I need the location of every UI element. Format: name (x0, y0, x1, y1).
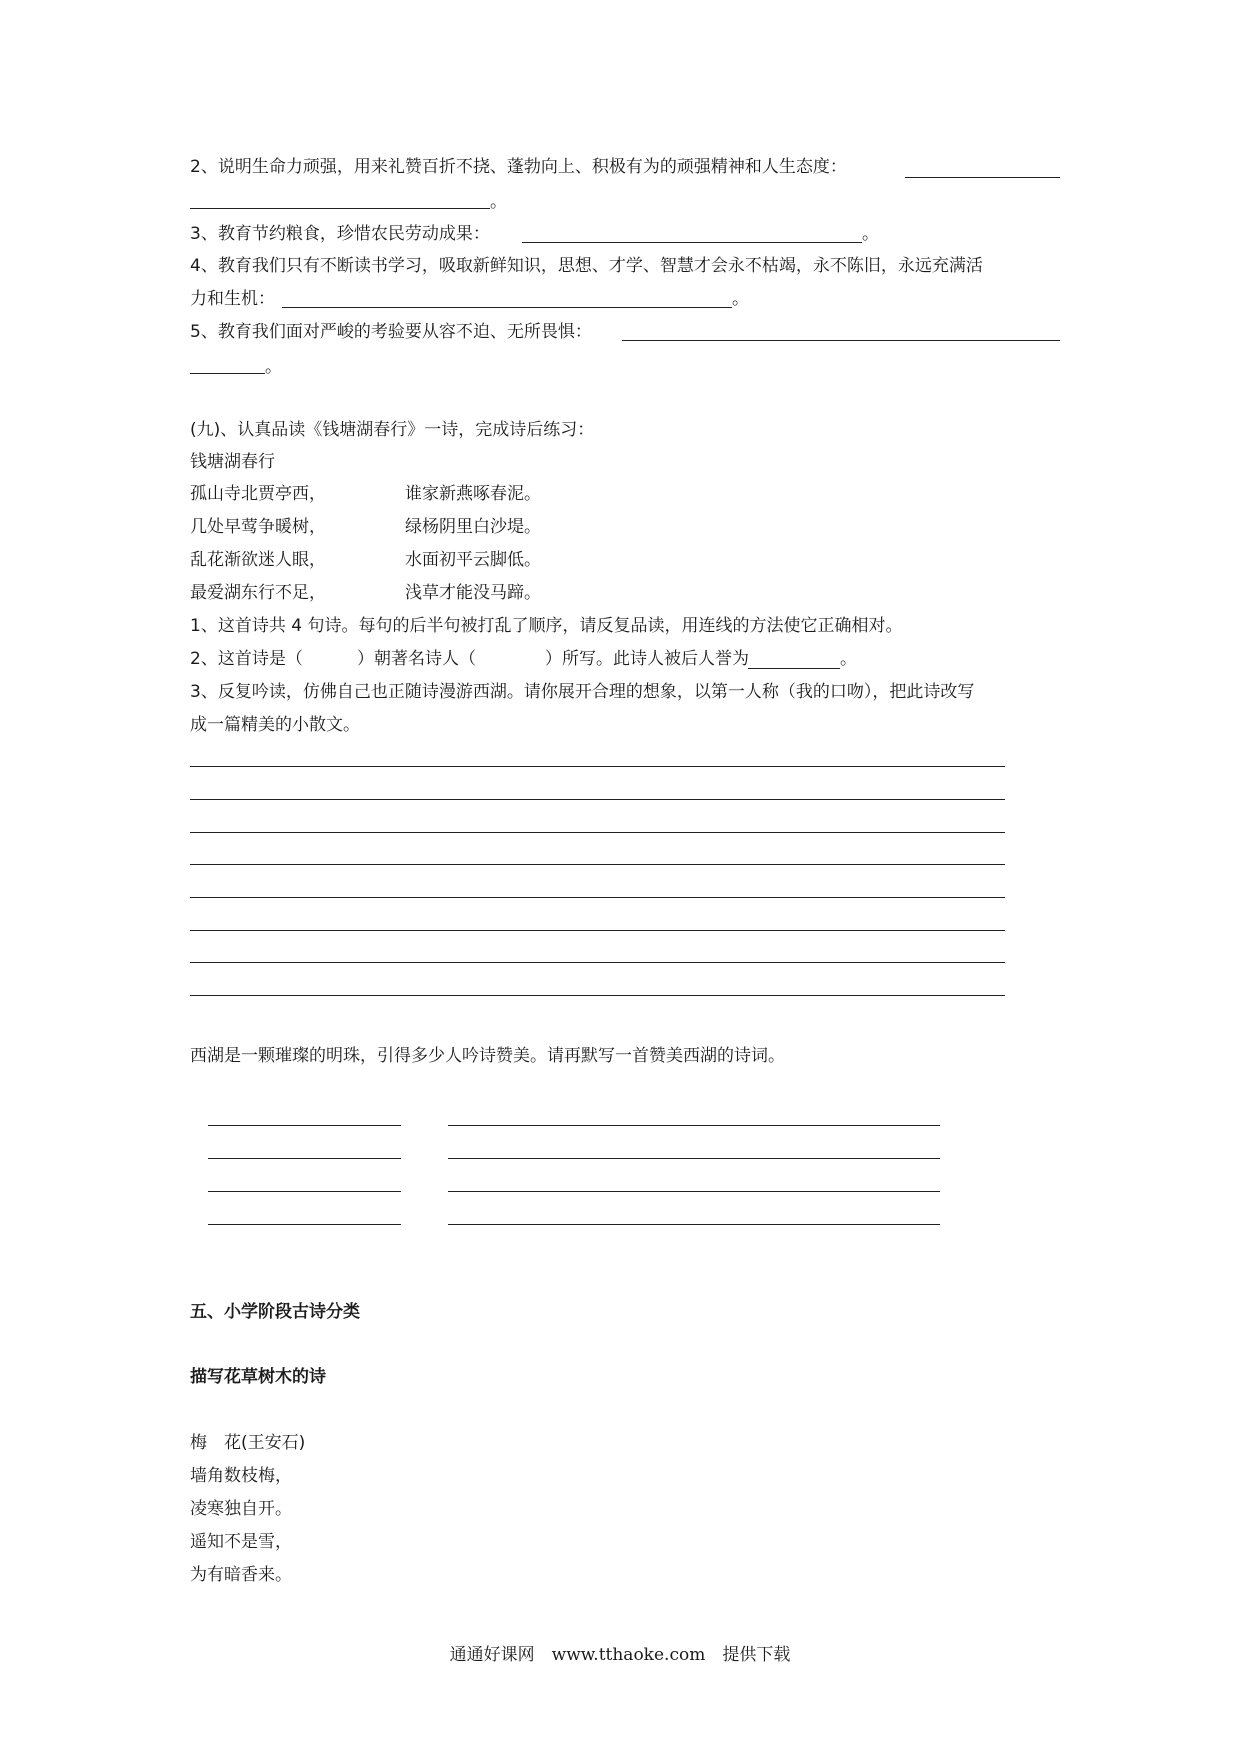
q8-5-text: 5、教育我们面对严峻的考验要从容不迫、无所畏惧： (190, 322, 592, 342)
q8-4-end: 。 (732, 289, 749, 309)
writing-line[interactable] (190, 864, 1005, 865)
poem-body-line[interactable] (448, 1224, 940, 1225)
plum-poem-line: 墙角数枝梅， (190, 1466, 292, 1486)
section5-subheading: 描写花草树木的诗 (190, 1367, 326, 1387)
poem-title-line[interactable] (208, 1158, 401, 1159)
q9-2-part-b: ）朝著名诗人（ (357, 649, 476, 669)
section5-heading: 五、小学阶段古诗分类 (190, 1302, 360, 1322)
page-footer: 通通好课网 www.tthaoke.com 提供下载 (449, 1645, 791, 1665)
q8-5-blank-2[interactable] (190, 373, 265, 374)
poem-row-left: 孤山寺北贾亭西， (190, 484, 326, 504)
writing-line[interactable] (190, 962, 1005, 963)
q9-2-part-c: ）所写。此诗人被后人誉为 (545, 649, 749, 669)
q9-2-part-a: 2、这首诗是（ (190, 649, 303, 669)
writing-line[interactable] (190, 930, 1005, 931)
writing-line[interactable] (190, 799, 1005, 800)
q8-3-end: 。 (862, 224, 879, 244)
q9-3-line2: 成一篇精美的小散文。 (190, 715, 360, 735)
q8-4-blank[interactable] (282, 307, 732, 308)
q8-3-text: 3、教育节约粮食，珍惜农民劳动成果： (190, 224, 490, 244)
plum-poem-title: 梅 花(王安石) (190, 1433, 306, 1453)
poem-row-left: 最爱湖东行不足， (190, 583, 326, 603)
westlake-prompt: 西湖是一颗璀璨的明珠，引得多少人吟诗赞美。请再默写一首赞美西湖的诗词。 (190, 1046, 785, 1066)
q8-2-text: 2、说明生命力顽强，用来礼赞百折不挠、蓬勃向上、积极有为的顽强精神和人生态度： (190, 157, 847, 177)
q8-3-blank[interactable] (522, 242, 862, 243)
poem-title-line[interactable] (208, 1224, 401, 1225)
poem-row-right: 谁家新燕啄春泥。 (405, 484, 541, 504)
poem-body-line[interactable] (448, 1125, 940, 1126)
q9-2-end: 。 (840, 649, 857, 669)
plum-poem-line: 遥知不是雪， (190, 1532, 292, 1552)
poem-row-right: 水面初平云脚低。 (405, 550, 541, 570)
plum-poem-line: 凌寒独自开。 (190, 1499, 292, 1519)
poem-title: 钱塘湖春行 (190, 452, 275, 472)
poem-row-right: 浅草才能没马蹄。 (405, 583, 541, 603)
poem-title-line[interactable] (208, 1191, 401, 1192)
writing-line[interactable] (190, 897, 1005, 898)
poem-row-left: 几处早莺争暖树， (190, 517, 326, 537)
q8-4-line2: 力和生机： (190, 289, 275, 309)
poem-title-line[interactable] (208, 1125, 401, 1126)
section9-heading: (九)、认真品读《钱塘湖春行》一诗，完成诗后练习： (190, 420, 595, 440)
q8-5-blank-1[interactable] (622, 340, 1060, 341)
q9-2-blank[interactable] (748, 668, 840, 669)
q8-2-end: 。 (490, 192, 507, 212)
q8-4-line1: 4、教育我们只有不断读书学习，吸取新鲜知识，思想、才学、智慧才会永不枯竭，永不陈旧，永远充满活 (190, 256, 983, 276)
writing-line[interactable] (190, 995, 1005, 996)
q8-5-end: 。 (265, 357, 282, 377)
q8-2-blank-2[interactable] (190, 208, 490, 209)
poem-body-line[interactable] (448, 1158, 940, 1159)
poem-body-line[interactable] (448, 1191, 940, 1192)
q9-1-text: 1、这首诗共 4 句诗。每句的后半句被打乱了顺序，请反复品读，用连线的方法使它正确相对。 (190, 616, 903, 636)
poem-row-right: 绿杨阴里白沙堤。 (405, 517, 541, 537)
q8-2-blank-1[interactable] (905, 177, 1060, 178)
poem-row-left: 乱花渐欲迷人眼， (190, 550, 326, 570)
writing-line[interactable] (190, 766, 1005, 767)
writing-line[interactable] (190, 832, 1005, 833)
plum-poem-line: 为有暗香来。 (190, 1565, 292, 1585)
q9-3-line1: 3、反复吟读，仿佛自己也正随诗漫游西湖。请你展开合理的想象，以第一人称（我的口吻），把此诗改写 (190, 682, 975, 702)
